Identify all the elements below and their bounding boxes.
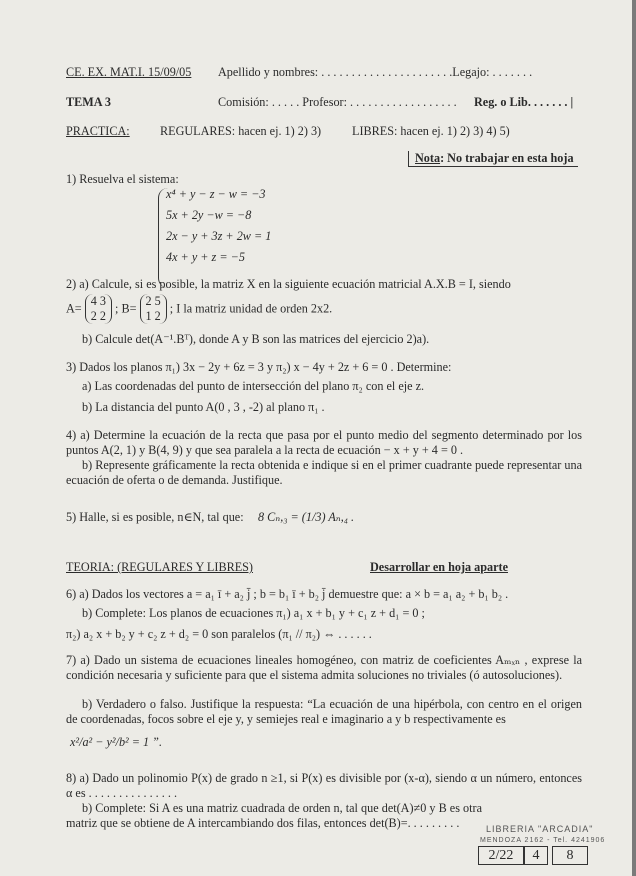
code-box-2: 4: [524, 846, 548, 865]
comision-field: Comisión: . . . . . Profesor: . . . . . . . . . . . . . . . . . .: [218, 95, 457, 109]
ex6-b2: π₂) a₂ x + b₂ y + c₂ z + d₂ = 0 son paralelos (π₁ // π₂) ⇔ . . . . . .: [66, 627, 372, 641]
ex7-formula: x²/a² − y²/b² = 1 ”.: [70, 735, 162, 749]
bookstore-stamp-line1: LIBRERIA "ARCADIA": [486, 824, 594, 834]
ex1-eq3: 2x − y + 3z + 2w = 1: [166, 229, 272, 243]
regulares-note: REGULARES: hacen ej. 1) 2) 3): [160, 124, 322, 138]
code-box-3: 8: [552, 846, 588, 865]
ex5-text: 5) Halle, si es posible, n∈N, tal que:: [66, 510, 244, 524]
ex6-a: 6) a) Dados los vectores a = a₁ ī + a₂ j̄ ; b = b₁ ī + b₂ j̄ demuestre que: a × b = a₁ a₂ + b₁ b₂ .: [66, 587, 509, 601]
ex1-intro: 1) Resuelva el sistema:: [66, 172, 179, 186]
code-box-1: 2/22: [478, 846, 524, 865]
ex1-eq4: 4x + y + z = −5: [166, 250, 245, 264]
ex2-matrices: A= 4 3 2 2 ; B= 2 5 1 2 ; I la matriz unidad de orden 2x2.: [66, 294, 333, 323]
ex5-formula: 8 Cₙ,₃ = (1/3) Aₙ,₄ .: [258, 510, 355, 524]
reg-lib-label: Reg. o Lib. . . . . . . |: [474, 95, 574, 109]
ex7-b: b) Verdadero o falso. Justifique la respuesta: “La ecuación de una hipérbola, con centro en el origen de coordenadas, focos sobre el eje y, y semiejes real e imaginario a y b respectivamente es: [66, 697, 582, 726]
bookstore-stamp-line2: MENDOZA 2162 - Tel. 4241906: [480, 837, 606, 844]
ex4-a: 4) a) Determine la ecuación de la recta que pasa por el punto medio del segmento determinado por los puntos A(2, 1) y B(4, 9) y que sea paralela a la recta de ecuación − x + y + 4 = 0 .: [66, 428, 582, 457]
ex7-a: 7) a) Dado un sistema de ecuaciones lineales homogéneo, con matriz de coeficientes Aₘₓₙ , exprese la condición necesaria y suficiente para que el sistema admita soluciones no triviales (ó autosoluciones).: [66, 653, 582, 682]
ex1-eq1: x⁴ + y − z − w = −3: [166, 187, 266, 201]
ex2-a: 2) a) Calcule, si es posible, la matriz X en la siguiente ecuación matricial A.X.B = I, siendo: [66, 277, 511, 291]
teoria-aside: Desarrollar en hoja aparte: [370, 560, 508, 574]
ex8-a: 8) a) Dado un polinomio P(x) de grado n ≥1, si P(x) es divisible por (x-α), siendo α un número, entonces α es . . . . . . . . . . . . . . .: [66, 771, 582, 800]
ex6-b1: b) Complete: Los planos de ecuaciones π₁) a₁ x + b₁ y + c₁ z + d₁ = 0 ;: [82, 606, 425, 620]
practica-label: PRACTICA:: [66, 124, 130, 138]
nota-box: Nota: No trabajar en esta hoja: [408, 151, 578, 167]
teoria-title: TEORIA: (REGULARES Y LIBRES): [66, 560, 253, 574]
matrix-A: 4 3 2 2: [85, 294, 112, 324]
libres-note: LIBRES: hacen ej. 1) 2) 3) 4) 5): [352, 124, 510, 138]
name-field: Apellido y nombres: . . . . . . . . . . . . . . . . . . . . . .Legajo: . . . . . . .: [218, 65, 533, 79]
ex8-b: b) Complete: Si A es una matriz cuadrada de orden n, tal que det(A)≠0 y B es otra matriz que se obtiene de A intercambiando dos filas, entonces det(B)=. . . . . . . . .: [66, 801, 482, 830]
course-label: CE. EX. MAT.I. 15/09/05: [66, 65, 192, 79]
ex2-b: b) Calcule det(A⁻¹.Bᵀ), donde A y B son las matrices del ejercicio 2)a).: [82, 332, 430, 346]
ex1-eq2: 5x + 2y −w = −8: [166, 208, 252, 222]
ex3-intro: 3) Dados los planos π₁) 3x − 2y + 6z = 3 y π₂) x − 4y + 2z + 6 = 0 . Determine:: [66, 360, 452, 374]
matrix-B: 2 5 1 2: [140, 294, 167, 324]
tema-label: TEMA 3: [66, 95, 112, 109]
ex3-a: a) Las coordenadas del punto de intersección del plano π₂ con el eje z.: [82, 379, 425, 393]
ex3-b: b) La distancia del punto A(0 , 3 , -2) al plano π₁ .: [82, 400, 325, 414]
ex4-b: b) Represente gráficamente la recta obtenida e indique si en el primer cuadrante puede representar una ecuación de oferta o de demanda. Justifique.: [66, 458, 582, 487]
